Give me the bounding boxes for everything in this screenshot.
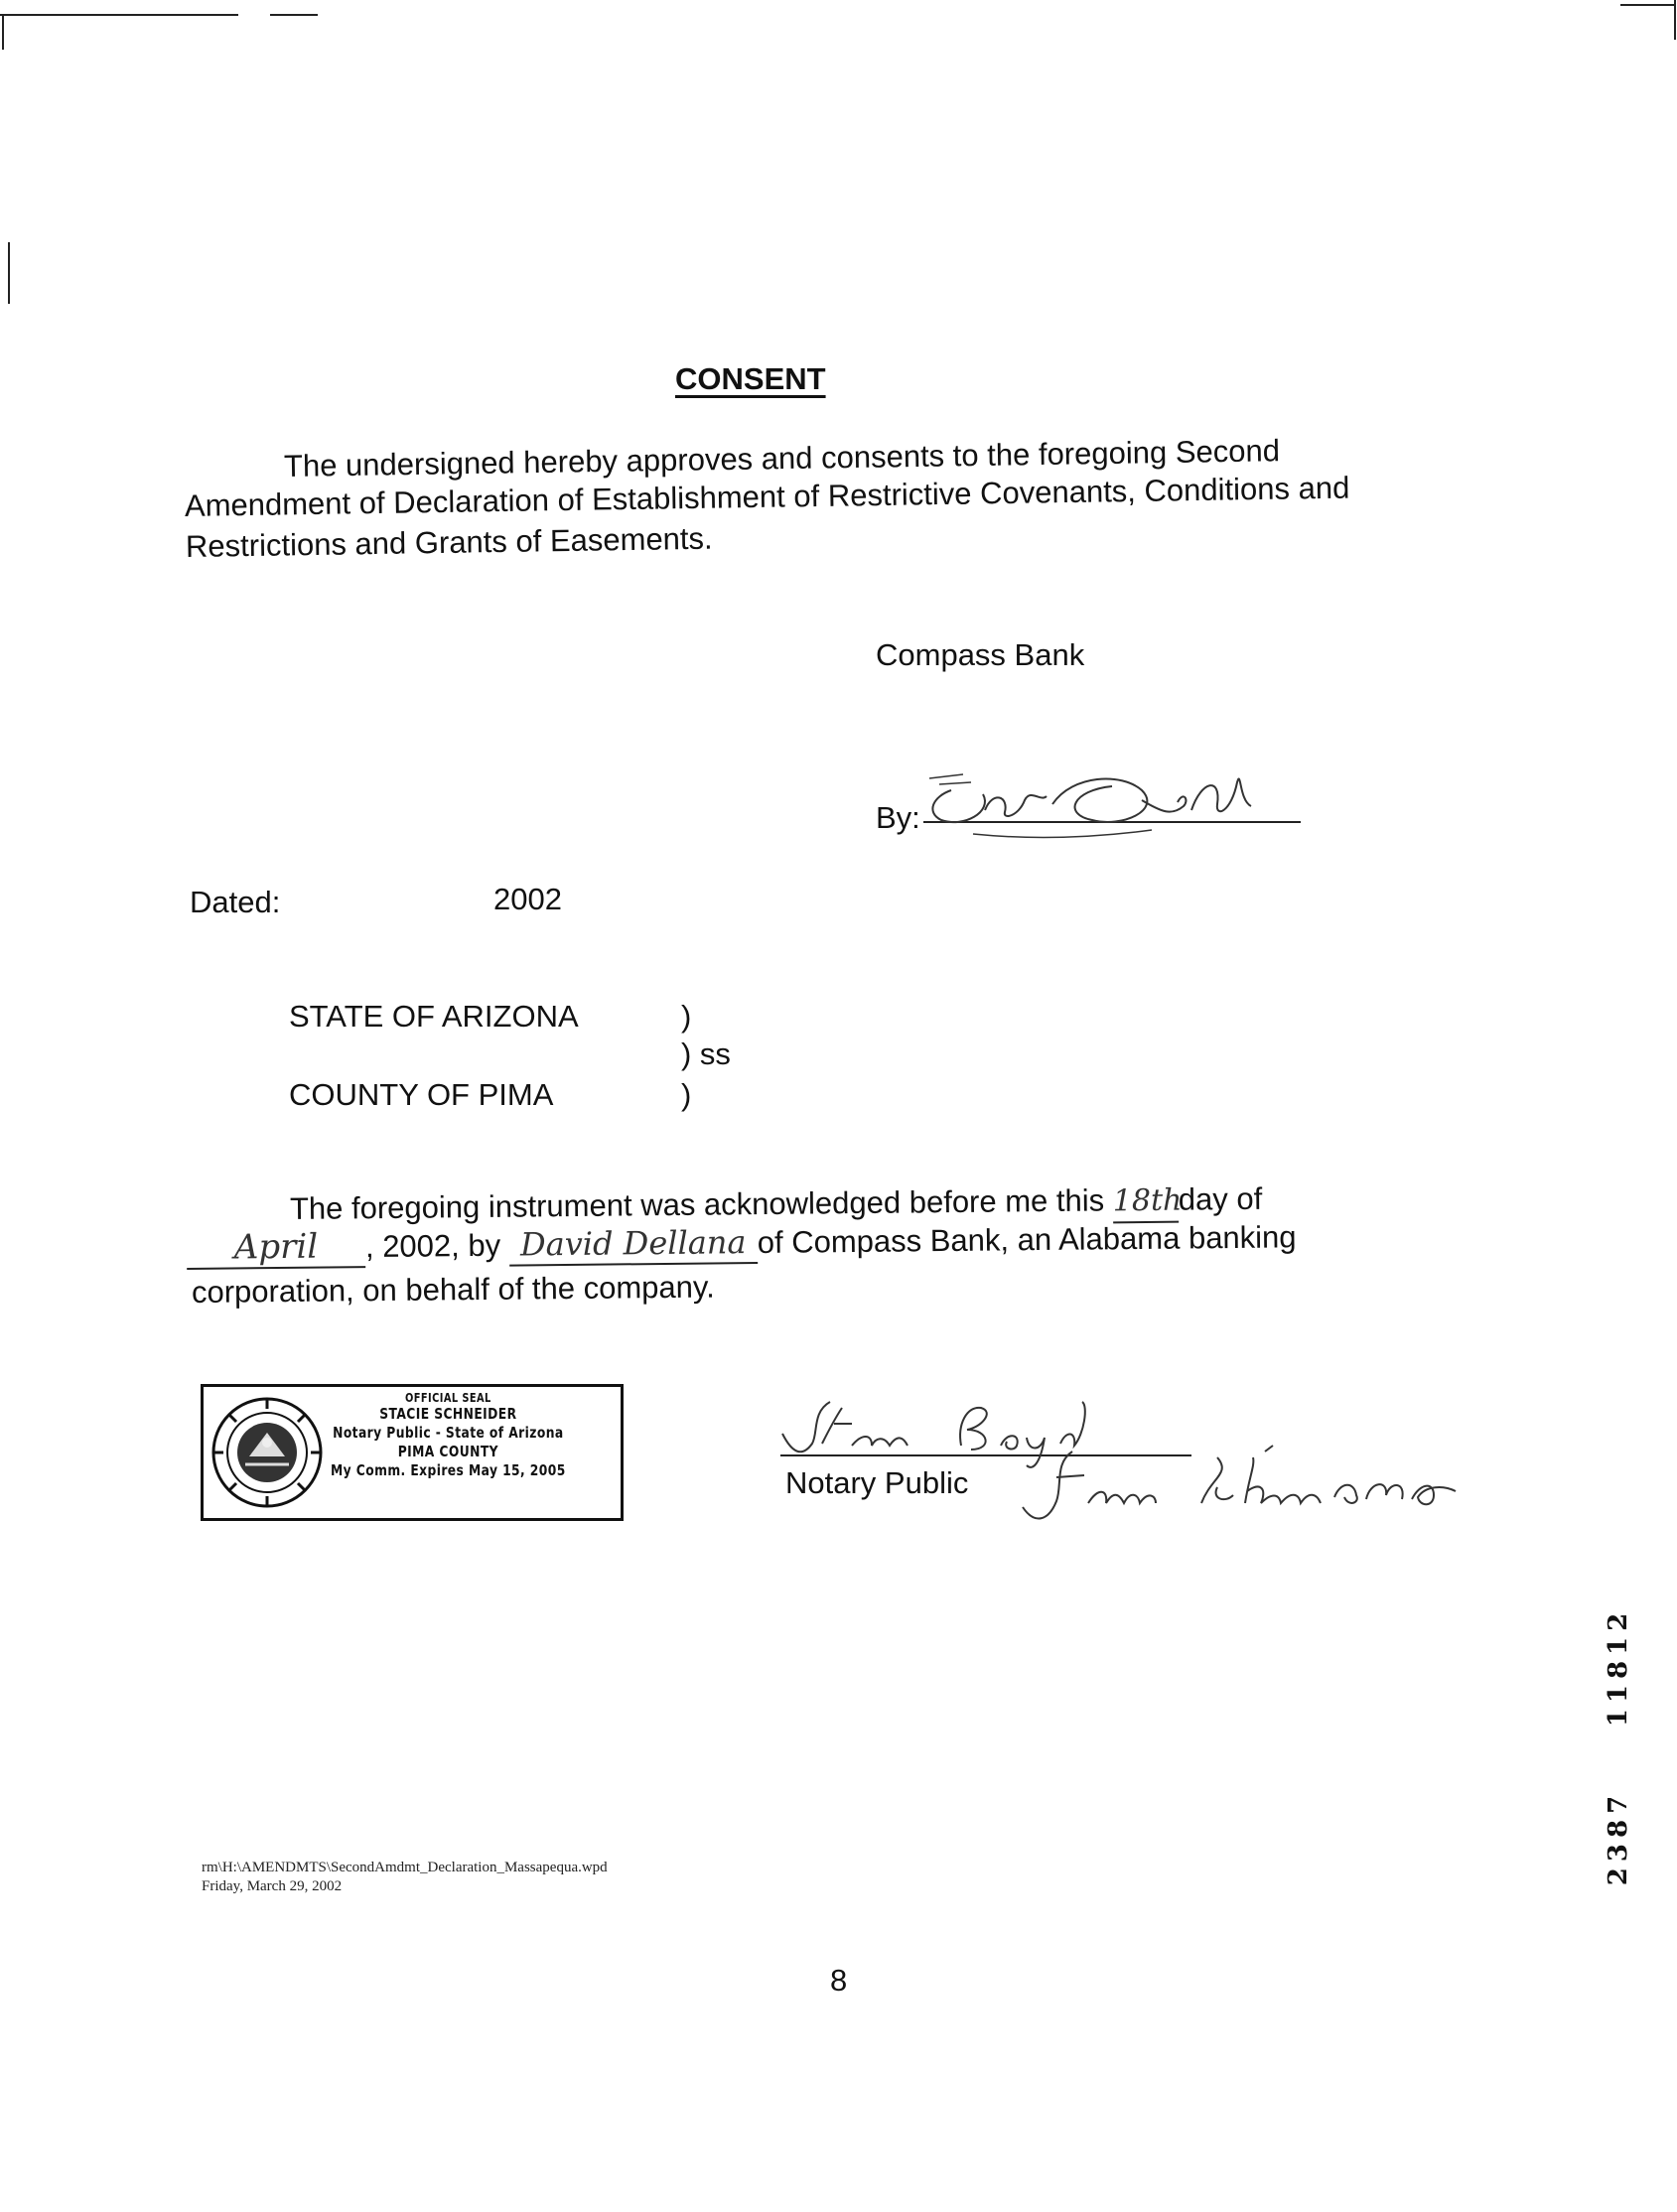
- ack-text-part3: , 2002, by: [364, 1227, 501, 1265]
- venue-paren-3: ): [681, 1077, 692, 1112]
- ack-day-handwritten: 18th: [1113, 1181, 1179, 1224]
- seal-line-expires: My Comm. Expires May 15, 2005: [331, 1461, 566, 1479]
- notary-public-label: Notary Public: [785, 1465, 969, 1500]
- scan-border-right-corner: [1674, 0, 1676, 40]
- side-stamp-top: 11812: [1604, 1606, 1634, 1728]
- notary-signature-bottom: [1013, 1438, 1479, 1529]
- page-number: 8: [830, 1963, 848, 1998]
- ack-text-part4: of Compass Bank, an Alabama banking: [757, 1219, 1297, 1260]
- ack-month-handwritten: April: [187, 1226, 365, 1270]
- seal-text-block: [328, 1391, 569, 1480]
- footer-file-path: rm\H:\AMENDMTS\SecondAmdmt_Declaration_Massapequa.wpd: [202, 1860, 608, 1875]
- ack-name-handwritten: David Dellana: [509, 1222, 758, 1267]
- scan-border-left-corner: [2, 14, 4, 50]
- venue-state: STATE OF ARIZONA: [289, 999, 579, 1034]
- acknowledgment-line3: corporation, on behalf of the company.: [191, 1269, 715, 1310]
- company-name: Compass Bank: [876, 637, 1085, 672]
- seal-line-county: PIMA COUNTY: [397, 1443, 498, 1460]
- side-stamp-bottom: 2387: [1604, 1789, 1634, 1886]
- consent-paragraph-line2: Amendment of Declaration of Establishment of Restrictive Covenants, Conditions and: [184, 470, 1350, 523]
- scan-border-right-top: [1620, 4, 1676, 6]
- bank-signature: [923, 760, 1311, 850]
- dated-year: 2002: [493, 882, 562, 916]
- scan-border-top-dash: [270, 14, 318, 16]
- footer-date: Friday, March 29, 2002: [202, 1878, 343, 1894]
- seal-line-name: STACIE SCHNEIDER: [379, 1405, 517, 1423]
- consent-paragraph-line3: Restrictions and Grants of Easements.: [185, 520, 713, 564]
- ack-text-part2: day of: [1178, 1180, 1263, 1217]
- scan-border-top-left: [0, 14, 238, 16]
- scan-border-left-mark: [8, 242, 10, 304]
- dated-label: Dated:: [190, 885, 281, 919]
- seal-line-title: Notary Public - State of Arizona: [333, 1424, 564, 1442]
- venue-ss: ) ss: [681, 1037, 731, 1071]
- notary-seal-stamp: [201, 1384, 624, 1521]
- arizona-seal-icon: [210, 1395, 325, 1510]
- ack-text-part1: The foregoing instrument was acknowledged before me this: [289, 1182, 1105, 1226]
- by-label: By:: [876, 800, 920, 835]
- seal-line-official: OFFICIAL SEAL: [405, 1391, 491, 1405]
- consent-paragraph-line1: The undersigned hereby approves and consents to the foregoing Second: [283, 433, 1281, 484]
- venue-paren-1: ): [681, 999, 692, 1034]
- venue-county: COUNTY OF PIMA: [289, 1077, 554, 1112]
- page-title: CONSENT: [675, 361, 826, 396]
